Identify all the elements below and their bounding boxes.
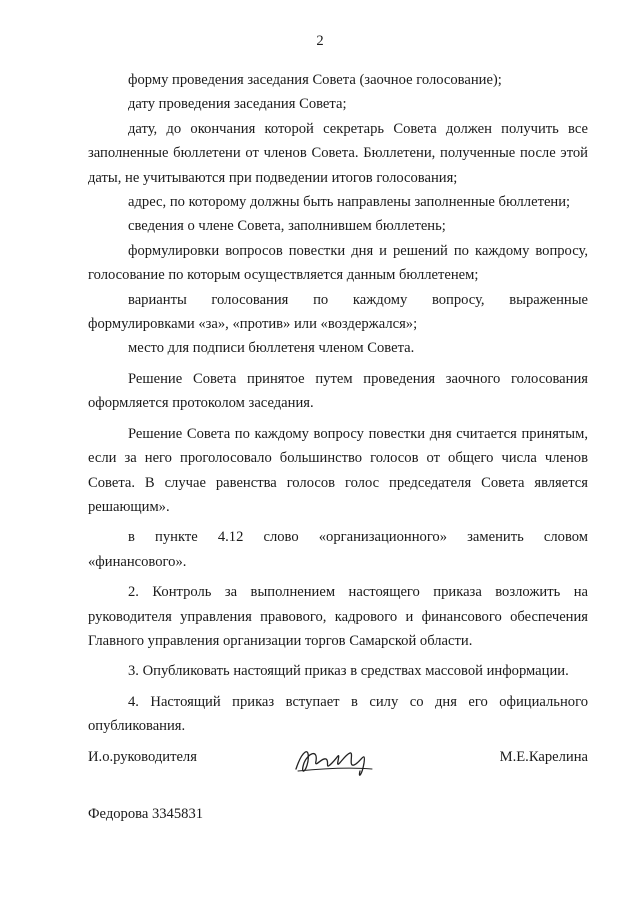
paragraph: дату проведения заседания Совета; — [128, 96, 347, 113]
paragraph: формулировки вопросов повестки дня и решений по каждому вопросу, голосование по которым осуществляется данным бюллетенем; — [88, 242, 588, 284]
contact-line: Федорова 3345831 — [88, 806, 204, 822]
signatory-name: М.Е.Карелина — [499, 749, 588, 765]
signatory-title: И.о.руководителя — [88, 749, 197, 765]
paragraph: 3. Опубликовать настоящий приказ в средствах массовой информации. — [128, 663, 569, 680]
page-number: 2 — [316, 33, 324, 49]
paragraph: место для подписи бюллетеня членом Совета. — [128, 340, 415, 357]
paragraph: в пункте 4.12 слово «организационного» заменить словом «финансового». — [88, 529, 588, 570]
document-body — [88, 68, 588, 739]
handwritten-signature-icon — [288, 739, 378, 783]
paragraph: сведения о члене Совета, заполнившем бюллетень; — [128, 218, 446, 235]
paragraph: 4. Настоящий приказ вступает в силу со дня его официального опубликования. — [88, 693, 588, 735]
paragraph: варианты голосования по каждому вопросу, выраженные формулировками «за», «против» или «воздержался»; — [88, 291, 588, 333]
paragraph: Решение Совета по каждому вопросу повестки дня считается принятым, если за него проголосовало большинство голосов от общего числа членов Совета. В случае равенства голосов голос председателя Совета является решающим». — [88, 425, 588, 515]
paragraph: адрес, по которому должны быть направлены заполненные бюллетени; — [128, 194, 571, 211]
signature-block — [88, 747, 588, 787]
paragraph: Решение Совета принятое путем проведения заочного голосования оформляется протоколом заседания. — [88, 370, 588, 412]
paragraph: форму проведения заседания Совета (заочное голосование); — [128, 72, 502, 88]
paragraph: дату, до окончания которой секретарь Совета должен получить все заполненные бюллетени от членов Совета. Бюллетени, полученные после этой даты, не учитываются при подведении итогов голосования; — [88, 120, 588, 186]
paragraph: 2. Контроль за выполнением настоящего приказа возложить на руководителя управления правового, кадрового и финансового обеспечения Главного управления организации торгов Самарской области. — [88, 584, 588, 649]
